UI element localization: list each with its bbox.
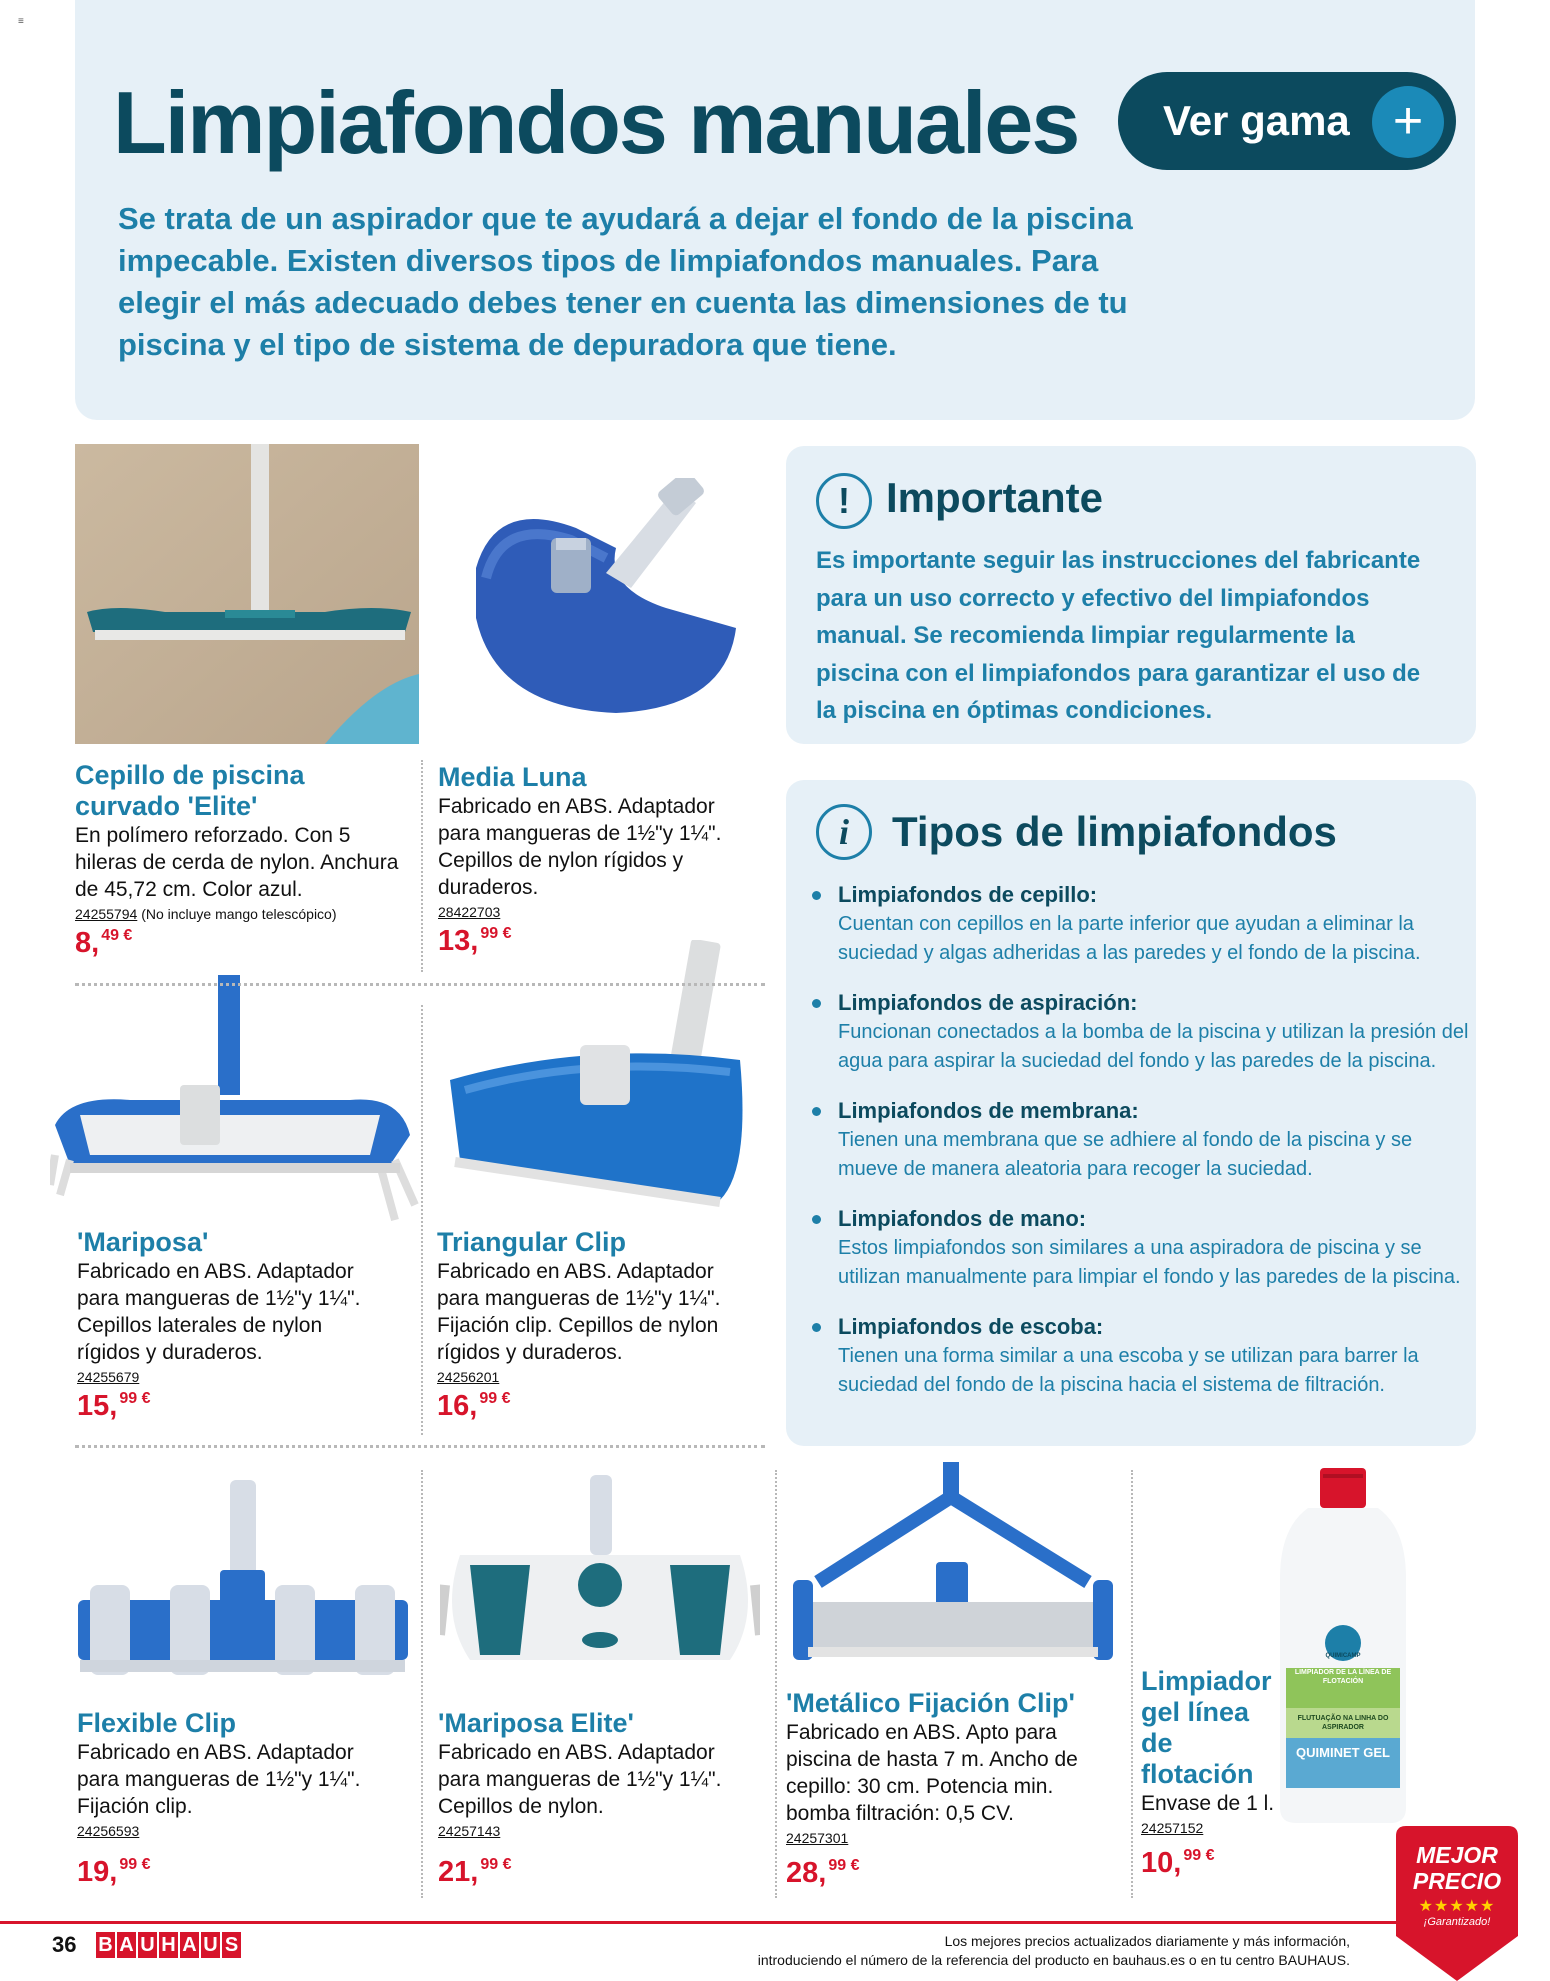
product-card[interactable] — [1141, 1666, 1279, 1878]
product-name: Triangular Clip — [437, 1227, 627, 1257]
product-ref-number: 24256201 — [437, 1369, 500, 1385]
bauhaus-logo — [96, 1932, 241, 1958]
product-desc: Fabricado en ABS. Apto para piscina de hasta 7 m. Ancho de cepillo: 30 cm. Potencia min. bomba filtración: 0,5 CV. — [786, 1721, 1078, 1825]
price-integer: 13, — [438, 925, 479, 957]
logo-letter: S — [222, 1932, 241, 1958]
product-name: Media Luna — [438, 762, 587, 792]
tipos-panel — [786, 780, 1476, 1446]
page-title: Limpiafondos manuales — [113, 73, 1079, 172]
divider — [75, 1445, 765, 1448]
divider — [75, 983, 765, 986]
price-integer: 15, — [77, 1390, 118, 1422]
product-ref — [1141, 1820, 1279, 1836]
list-item — [812, 1096, 1472, 1184]
flexible-clip-image — [70, 1480, 415, 1705]
badge-title — [1396, 1842, 1518, 1894]
triangular-clip-image — [440, 940, 760, 1220]
product-price — [77, 1857, 377, 1887]
ver-gama-button[interactable] — [1118, 72, 1456, 170]
footer-rule — [0, 1921, 1396, 1924]
list-item — [812, 1204, 1472, 1292]
tipo-title: Limpiafondos de mano: — [838, 1206, 1087, 1231]
importante-title: Importante — [886, 474, 1104, 521]
bottle-label-line1: LIMPIADOR DE LA LÍNEA DE FLOTACIÓN — [1294, 1669, 1392, 1685]
divider — [421, 760, 423, 972]
price-decimals: 49 € — [101, 927, 133, 944]
mariposa-elite-image — [440, 1475, 760, 1700]
price-decimals: 99 € — [1183, 1847, 1215, 1864]
tipo-title: Limpiafondos de cepillo: — [838, 882, 1098, 907]
media-luna-image — [456, 478, 756, 733]
footer-line2: introduciendo el número de la referencia del producto en bauhaus.es o en tu centro BAUHAUS. — [757, 1952, 1350, 1968]
price-decimals: 99 € — [480, 1856, 512, 1873]
list-item — [812, 880, 1472, 968]
product-price — [1141, 1848, 1279, 1878]
product-ref-number: 28422703 — [438, 904, 501, 920]
tipo-text: Cuentan con cepillos en la parte inferior que ayudan a eliminar la suciedad y algas adheridas a las paredes y el fondo de la piscina. — [838, 913, 1421, 964]
product-ref — [77, 1369, 377, 1385]
mariposa-image — [50, 975, 420, 1230]
product-price — [438, 1857, 738, 1887]
importante-panel — [786, 446, 1476, 744]
badge-stars: ★★★★★ — [1418, 1898, 1496, 1915]
product-card[interactable] — [437, 1227, 737, 1421]
gel-bottle-image — [1280, 1468, 1406, 1823]
tipo-title: Limpiafondos de escoba: — [838, 1314, 1104, 1339]
tipo-text: Tienen una membrana que se adhiere al fondo de la piscina y se mueve de manera aleatoria para recoger la suciedad. — [838, 1129, 1413, 1180]
product-ref — [77, 1823, 377, 1839]
product-card[interactable] — [786, 1688, 1086, 1888]
product-desc: Fabricado en ABS. Adaptador para mangueras de 1½"y 1¼". Cepillos de nylon. — [438, 1741, 722, 1818]
mejor-precio-badge — [1396, 1826, 1518, 1981]
price-integer: 8, — [75, 927, 100, 959]
product-ref-number: 24255794 — [75, 906, 138, 922]
divider — [421, 1470, 423, 1898]
logo-letter: A — [180, 1932, 199, 1958]
product-desc: En polímero reforzado. Con 5 hileras de cerda de nylon. Anchura de 45,72 cm. Color azul. — [75, 824, 399, 901]
hero-panel — [75, 0, 1475, 420]
list-item — [812, 988, 1472, 1076]
product-ref — [75, 906, 410, 922]
bottle-product-name: QUIMINET GEL — [1296, 1745, 1390, 1760]
product-ref — [437, 1369, 737, 1385]
product-name: Cepillo de piscina curvado 'Elite' — [75, 760, 305, 821]
tipo-title: Limpiafondos de aspiración: — [838, 990, 1138, 1015]
price-decimals: 99 € — [119, 1856, 151, 1873]
price-integer: 21, — [438, 1856, 479, 1888]
footer-note — [650, 1932, 1350, 1970]
logo-letter: B — [96, 1932, 115, 1958]
intro-text: Se trata de un aspirador que te ayudará a dejar el fondo de la piscina impecable. Existen diversos tipos de limpiafondos manuales. Para elegir el más adecuado debes tener en cuenta las dimensiones de tu piscina y el tipo de sistema de depuradora que tiene. — [118, 201, 1133, 362]
product-card[interactable] — [75, 760, 410, 958]
product-card[interactable] — [77, 1708, 377, 1887]
product-desc: Fabricado en ABS. Adaptador para mangueras de 1½"y 1¼". Fijación clip. Cepillos de nylon rígidos y duraderos. — [437, 1260, 721, 1364]
info-icon: i — [816, 804, 872, 860]
product-name: 'Mariposa Elite' — [438, 1708, 634, 1738]
product-desc: Fabricado en ABS. Adaptador para mangueras de 1½"y 1¼". Fijación clip. — [77, 1741, 361, 1818]
price-decimals: 99 € — [119, 1390, 151, 1407]
logo-letter: U — [138, 1932, 157, 1958]
tipo-text: Estos limpiafondos son similares a una aspiradora de piscina y se utilizan manualmente para limpiar el fondo y las paredes de la piscina. — [838, 1237, 1461, 1288]
price-decimals: 99 € — [479, 1390, 511, 1407]
logo-letter: U — [201, 1932, 220, 1958]
product-ref-number: 24255679 — [77, 1369, 140, 1385]
product-desc: Fabricado en ABS. Adaptador para mangueras de 1½"y 1¼". Cepillos de nylon rígidos y duraderos. — [438, 795, 722, 899]
exclamation-icon: ! — [816, 473, 872, 529]
divider — [1131, 1470, 1133, 1898]
product-price — [437, 1391, 737, 1421]
product-card[interactable] — [77, 1227, 377, 1421]
corner-mark: ≡ — [18, 16, 24, 27]
list-item — [812, 1312, 1472, 1400]
tipo-title: Limpiafondos de membrana: — [838, 1098, 1139, 1123]
product-ref-note: (No incluye mango telescópico) — [141, 906, 337, 922]
product-name: 'Mariposa' — [77, 1227, 209, 1257]
badge-note: ¡Garantizado! — [1423, 1916, 1491, 1928]
bottle-label-line2: FLUTUAÇÃO NA LINHA DO ASPIRADOR — [1297, 1715, 1389, 1731]
product-ref — [438, 1823, 738, 1839]
importante-text: Es importante seguir las instrucciones del fabricante para un uso correcto y efectivo del limpiafondos manual. Se recomienda limpiar regularmente la piscina con el limpiafondos para garantizar el uso de la piscina en óptimas condiciones. — [816, 547, 1421, 724]
price-integer: 28, — [786, 1857, 827, 1889]
divider — [775, 1470, 777, 1898]
badge-line2: PRECIO — [1412, 1868, 1502, 1894]
product-card[interactable] — [438, 1708, 738, 1887]
product-price — [75, 928, 410, 958]
metalico-clip-image — [788, 1462, 1118, 1672]
product-card[interactable] — [438, 762, 738, 956]
product-price — [438, 926, 738, 956]
product-ref — [786, 1830, 1086, 1846]
product-desc: Envase de 1 l. — [1141, 1792, 1275, 1815]
badge-line1: MEJOR — [1416, 1842, 1498, 1868]
bottle-brand: QUIMICAMP — [1325, 1653, 1361, 1659]
product-name: Limpiador gel línea de flotación — [1141, 1666, 1272, 1789]
ver-gama-label: Ver gama — [1163, 97, 1350, 144]
plus-icon: + — [1372, 86, 1444, 158]
product-price — [786, 1858, 1086, 1888]
tipos-list — [812, 880, 1472, 1420]
footer-line1: Los mejores precios actualizados diariamente y más información, — [944, 1933, 1350, 1949]
product-ref-number: 24257152 — [1141, 1820, 1204, 1836]
product-desc: Fabricado en ABS. Adaptador para mangueras de 1½"y 1¼". Cepillos laterales de nylon rígidos y duraderos. — [77, 1260, 361, 1364]
logo-letter: A — [117, 1932, 136, 1958]
product-price — [77, 1391, 377, 1421]
product-ref-number: 24257301 — [786, 1830, 849, 1846]
product-ref — [438, 904, 738, 920]
price-integer: 19, — [77, 1856, 118, 1888]
tipo-text: Funcionan conectados a la bomba de la piscina y utilizan la presión del agua para aspirar la suciedad del fondo y las paredes de la piscina. — [838, 1021, 1469, 1072]
cepillo-curvado-image — [75, 444, 419, 744]
product-name: 'Metálico Fijación Clip' — [786, 1688, 1075, 1718]
tipo-text: Tienen una forma similar a una escoba y se utilizan para barrer la suciedad del fondo de la piscina hacia el sistema de filtración. — [838, 1345, 1419, 1396]
price-integer: 10, — [1141, 1847, 1182, 1879]
page-number: 36 — [52, 1932, 77, 1957]
product-ref-number: 24256593 — [77, 1823, 140, 1839]
product-name: Flexible Clip — [77, 1708, 237, 1738]
tipos-title: Tipos de limpiafondos — [892, 808, 1337, 855]
price-integer: 16, — [437, 1390, 478, 1422]
product-ref-number: 24257143 — [438, 1823, 501, 1839]
divider — [421, 1005, 423, 1435]
logo-letter: H — [159, 1932, 178, 1958]
price-decimals: 99 € — [480, 925, 512, 942]
price-decimals: 99 € — [828, 1857, 860, 1874]
